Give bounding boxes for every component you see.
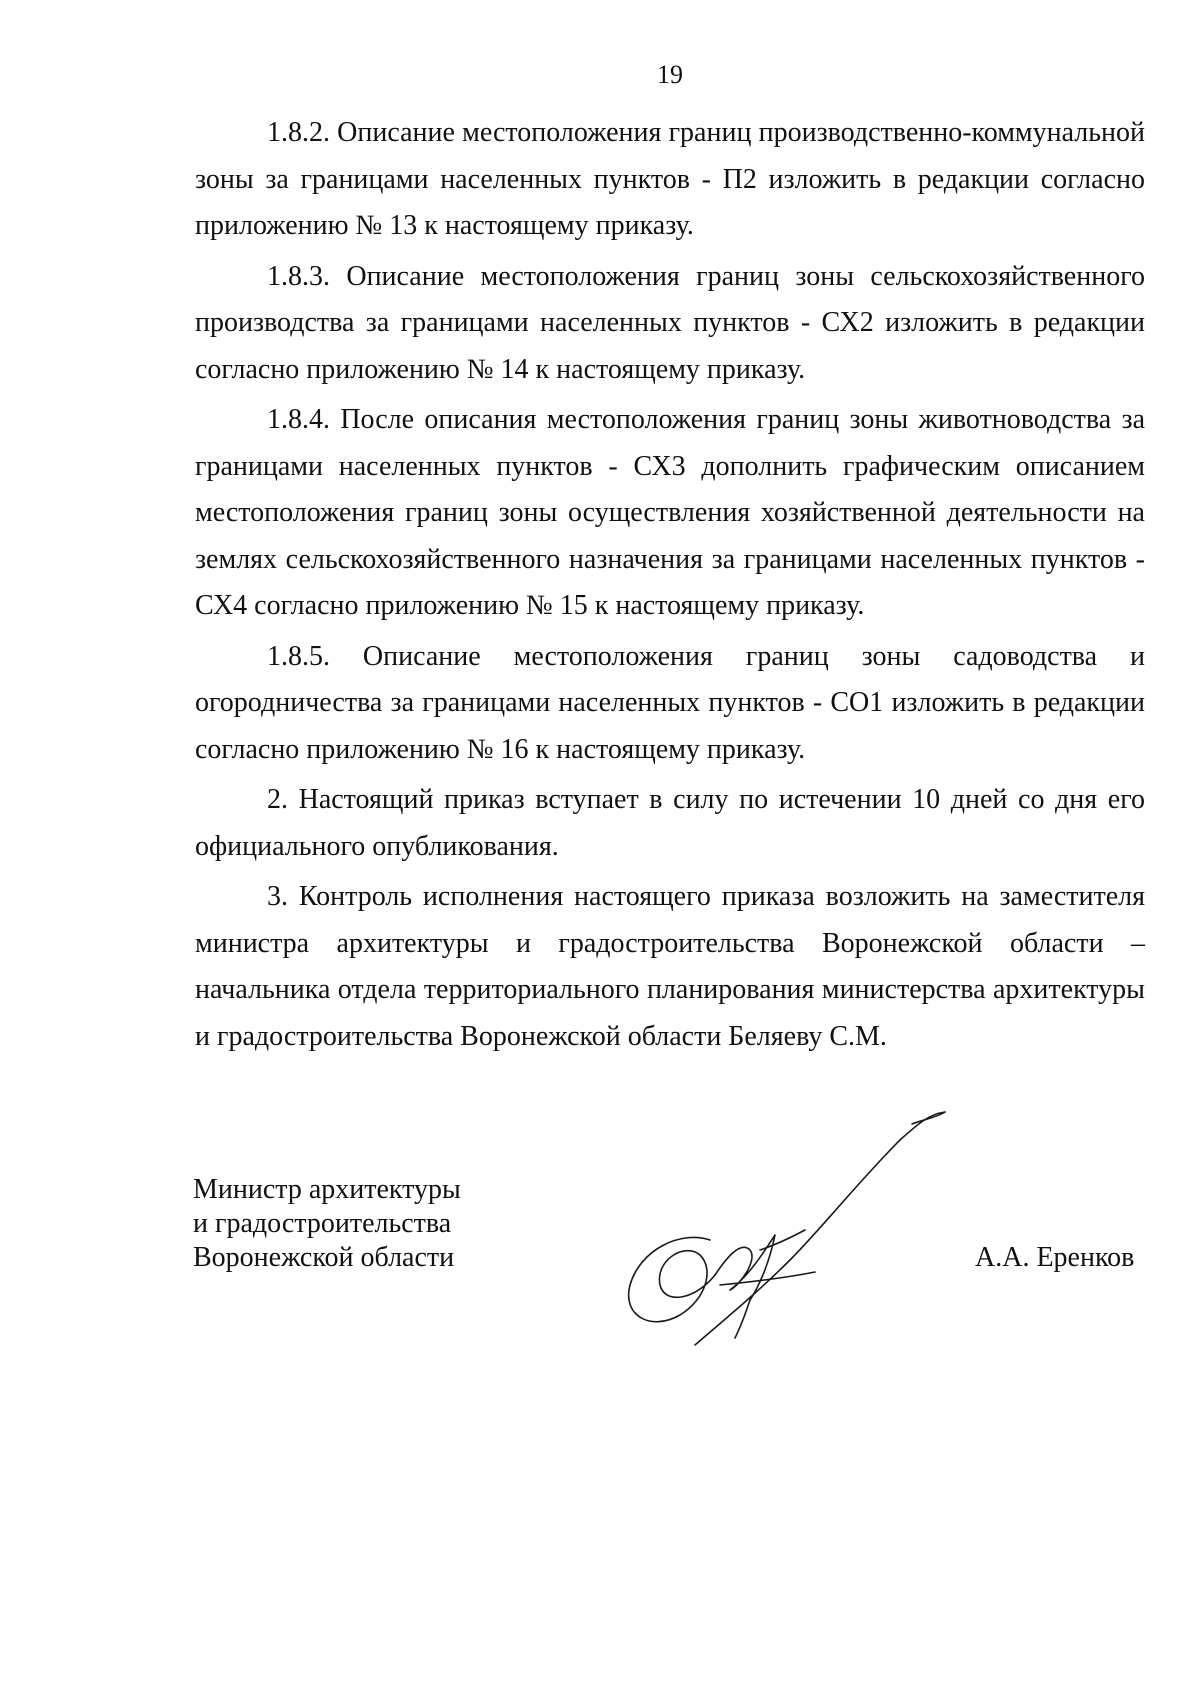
signatory-name: А.А. Еренков: [975, 1242, 1135, 1273]
paragraph-1-8-5: 1.8.5. Описание местоположения границ зоны садоводства и огородничества за границами населенных пунктов - СО1 изложить в редакции согласно приложению № 16 к настоящему приказу.: [195, 640, 1145, 765]
page-number: 19: [657, 60, 683, 89]
handwritten-signature: [600, 1100, 960, 1360]
paragraph-1-8-4: 1.8.4. После описания местоположения границ зоны животноводства за границами населенных пунктов - СХ3 дополнить графическим описанием местоположения границ зоны осуществления хозяйственной деятельности на землях сельскохозяйственного назначения за границами населенных пунктов - СХ4 согласно приложению № 15 к настоящему приказу.: [195, 404, 1145, 621]
signatory-position: [193, 1173, 461, 1275]
signatory-position-line: Воронежской области: [193, 1242, 455, 1273]
signatory-position-line: и градостроительства: [193, 1208, 452, 1239]
paragraph-2: 2. Настоящий приказ вступает в силу по истечении 10 дней со дня его официального опубликования.: [195, 784, 1145, 862]
document-body: [195, 110, 1145, 1064]
paragraph-1-8-3: 1.8.3. Описание местоположения границ зоны сельскохозяйственного производства за границами населенных пунктов - СХ2 изложить в редакции согласно приложению № 14 к настоящему приказу.: [195, 260, 1145, 385]
paragraph-3: 3. Контроль исполнения настоящего приказа возложить на заместителя министра архитектуры и градостроительства Воронежской области – начальника отдела территориального планирования министерства архитектуры и градостроительства Воронежской области Беляеву С.М.: [195, 881, 1145, 1052]
paragraph-1-8-2: 1.8.2. Описание местоположения границ производственно-коммунальной зоны за границами населенных пунктов - П2 изложить в редакции согласно приложению № 13 к настоящему приказу.: [195, 117, 1145, 241]
signatory-position-line: Министр архитектуры: [193, 1174, 461, 1205]
